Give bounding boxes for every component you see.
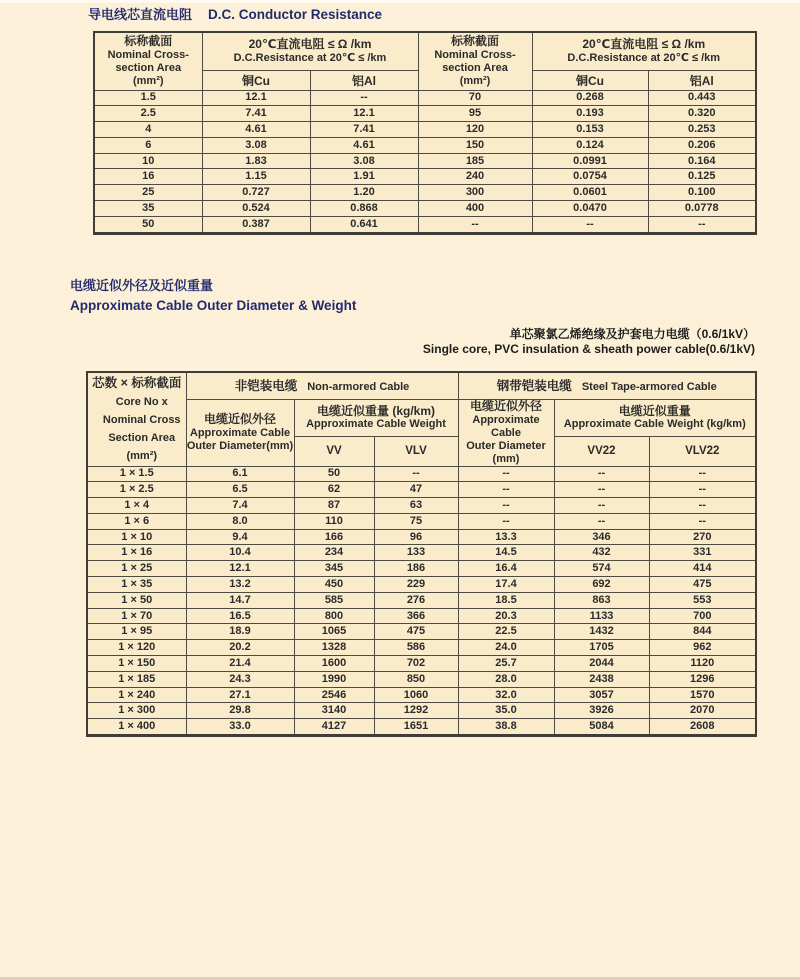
cell: 586 (374, 640, 458, 656)
header-line: 电缆近似外径 (203, 412, 276, 426)
cell: 63 (374, 498, 458, 514)
group-label-zh: 钢带铠装电缆 (496, 379, 572, 393)
cell: 29.8 (186, 703, 294, 719)
cell: 1 × 150 (87, 656, 186, 672)
dc-resistance-table (93, 31, 757, 235)
group-header-dc-resistance-1 (202, 32, 418, 70)
cell: 12.1 (186, 561, 294, 577)
cell: 10.4 (186, 545, 294, 561)
section1-title (88, 4, 382, 23)
cell: 3926 (554, 703, 649, 719)
cell: 20.2 (186, 640, 294, 656)
header-line: (mm²) (132, 74, 164, 87)
table-row (87, 545, 756, 561)
cell: 0.253 (648, 122, 756, 138)
cable-diameter-weight-body (87, 466, 756, 736)
cell: -- (648, 216, 756, 233)
cell: 331 (649, 545, 756, 561)
cell: 432 (554, 545, 649, 561)
cell: -- (649, 482, 756, 498)
table-row (94, 169, 756, 185)
header-line: (mm²) (459, 74, 491, 87)
group-label-zh: 非铠装电缆 (234, 379, 298, 393)
cell: 2546 (294, 687, 374, 703)
cell: 110 (294, 513, 374, 529)
cell: 366 (374, 608, 458, 624)
cell: 1120 (649, 656, 756, 672)
cable-type-note-zh: 单芯聚氯乙烯绝缘及护套电力电缆（0.6/1kV） (509, 327, 755, 341)
col-header-vv: VV (294, 437, 374, 466)
table-row (87, 687, 756, 703)
header-line: Outer Diameter(mm) (186, 439, 294, 452)
page-top-edge (0, 0, 800, 3)
header-line: (mm²) (126, 450, 158, 463)
cell: -- (532, 216, 648, 233)
col-header-copper-2: 铜Cu (532, 70, 648, 90)
header-line: 标称截面 (450, 34, 499, 48)
cell: 4127 (294, 719, 374, 736)
section1-title-en: D.C. Conductor Resistance (208, 7, 383, 22)
table-row (94, 137, 756, 153)
cell: 24.0 (458, 640, 554, 656)
cell: 27.1 (186, 687, 294, 703)
cell: 10 (94, 153, 202, 169)
cell: 962 (649, 640, 756, 656)
table-row (87, 482, 756, 498)
cell: 1 × 70 (87, 608, 186, 624)
table-row (87, 498, 756, 514)
section1-title-zh: 导电线芯直流电阻 (88, 7, 193, 22)
cell: 270 (649, 529, 756, 545)
cell: 0.0778 (648, 201, 756, 217)
cable-diameter-weight-table (86, 371, 757, 737)
cell: 1 × 25 (87, 561, 186, 577)
cell: -- (418, 216, 532, 233)
cell: 1 × 2.5 (87, 482, 186, 498)
col-header-outer-diameter-1 (186, 400, 294, 467)
table-row (87, 671, 756, 687)
section2-title-en: Approximate Cable Outer Diameter & Weight (70, 298, 357, 313)
cell: 0.0470 (532, 201, 648, 217)
cell: 234 (294, 545, 374, 561)
cell: 47 (374, 482, 458, 498)
table-row (87, 577, 756, 593)
header-line: section Area (442, 61, 508, 74)
header-line: 电缆近似外径 (469, 399, 542, 413)
header-line: Nominal Cross- (434, 48, 516, 61)
table-row (87, 561, 756, 577)
header-line: 电缆近似重量 (618, 403, 691, 418)
cell: 0.868 (310, 201, 418, 217)
cell: 186 (374, 561, 458, 577)
cell: 50 (294, 466, 374, 482)
cell: -- (458, 513, 554, 529)
cell: 1.5 (94, 90, 202, 106)
cell: 1 × 1.5 (87, 466, 186, 482)
cell: 70 (418, 90, 532, 106)
cell: 0.125 (648, 169, 756, 185)
cell: 1.20 (310, 185, 418, 201)
cell: 8.0 (186, 513, 294, 529)
cell: -- (649, 513, 756, 529)
cell: 345 (294, 561, 374, 577)
cell: 702 (374, 656, 458, 672)
section2-title-zh: 电缆近似外径及近似重量 (70, 278, 214, 293)
cable-type-note-en: Single core, PVC insulation & sheath power cable(0.6/1kV) (422, 342, 755, 356)
table-row (87, 466, 756, 482)
cable-type-note (423, 327, 755, 357)
cell: 18.9 (186, 624, 294, 640)
cell: 13.3 (458, 529, 554, 545)
group-label-en: Non-armored Cable (307, 381, 410, 393)
cell: 18.5 (458, 592, 554, 608)
cell: 2608 (649, 719, 756, 736)
col-header-vlv22: VLV22 (649, 437, 756, 466)
cell: 120 (418, 122, 532, 138)
cell: 4.61 (310, 137, 418, 153)
table-row (87, 703, 756, 719)
cell: 17.4 (458, 577, 554, 593)
table-row (87, 608, 756, 624)
cell: 1 × 10 (87, 529, 186, 545)
cell: 7.4 (186, 498, 294, 514)
cell: 0.443 (648, 90, 756, 106)
cell: 0.268 (532, 90, 648, 106)
cell: 2438 (554, 671, 649, 687)
table-row (94, 122, 756, 138)
cell: 1292 (374, 703, 458, 719)
cell: 585 (294, 592, 374, 608)
cell: 25 (94, 185, 202, 201)
cell: 35 (94, 201, 202, 217)
cell: 150 (418, 137, 532, 153)
cell: 13.2 (186, 577, 294, 593)
cell: 75 (374, 513, 458, 529)
cell: 32.0 (458, 687, 554, 703)
cell: 96 (374, 529, 458, 545)
cell: 850 (374, 671, 458, 687)
cell: 4.61 (202, 122, 310, 138)
cell: 1.15 (202, 169, 310, 185)
cell: 2.5 (94, 106, 202, 122)
header-line: 20℃直流电阻 ≤ Ω /km (248, 37, 372, 51)
cell: 1 × 16 (87, 545, 186, 561)
cell: 1 × 35 (87, 577, 186, 593)
cell: 24.3 (186, 671, 294, 687)
cell: 844 (649, 624, 756, 640)
cell: 0.206 (648, 137, 756, 153)
col-header-vv22: VV22 (554, 437, 649, 466)
cell: 7.41 (310, 122, 418, 138)
cell: 87 (294, 498, 374, 514)
table-row (94, 106, 756, 122)
header-line: Approximate Cable (472, 413, 540, 439)
header-line: D.C.Resistance at 20℃ ≤ /km (233, 51, 387, 64)
cell: 0.387 (202, 216, 310, 233)
cell: 0.124 (532, 137, 648, 153)
cell: 0.641 (310, 216, 418, 233)
cell: -- (554, 466, 649, 482)
header-line: Nominal Cross- (107, 48, 189, 61)
cell: 1133 (554, 608, 649, 624)
header-line: Approximate Cable (189, 426, 291, 439)
header-row-1 (87, 372, 756, 400)
cell: 0.193 (532, 106, 648, 122)
cell: 1.83 (202, 153, 310, 169)
cell: -- (310, 90, 418, 106)
cell: -- (458, 482, 554, 498)
group-header-non-armored (186, 372, 458, 400)
cell: 1328 (294, 640, 374, 656)
cell: 2044 (554, 656, 649, 672)
cell: 1.91 (310, 169, 418, 185)
group-header-steel-tape-armored (458, 372, 756, 400)
header-row-1 (94, 32, 756, 70)
header-row-2 (87, 400, 756, 437)
cell: 3140 (294, 703, 374, 719)
cell: 5084 (554, 719, 649, 736)
col-header-aluminum-1: 铝Al (310, 70, 418, 90)
cell: 9.4 (186, 529, 294, 545)
col-header-vlv: VLV (374, 437, 458, 466)
table-row (87, 656, 756, 672)
cell: 7.41 (202, 106, 310, 122)
cell: 166 (294, 529, 374, 545)
section2-title (70, 276, 356, 316)
cell: 1570 (649, 687, 756, 703)
table-row (94, 201, 756, 217)
cell: -- (649, 498, 756, 514)
cell: 1600 (294, 656, 374, 672)
cell: 0.0754 (532, 169, 648, 185)
cell: 1990 (294, 671, 374, 687)
cell: 863 (554, 592, 649, 608)
cell: 0.320 (648, 106, 756, 122)
col-header-outer-diameter-2 (458, 400, 554, 467)
cell: 0.0991 (532, 153, 648, 169)
cell: 0.0601 (532, 185, 648, 201)
cell: 1 × 120 (87, 640, 186, 656)
cell: 3.08 (202, 137, 310, 153)
cell: 0.100 (648, 185, 756, 201)
cell: -- (458, 466, 554, 482)
group-header-weight-1 (294, 400, 458, 437)
group-header-dc-resistance-2 (532, 32, 756, 70)
cell: 450 (294, 577, 374, 593)
cell: 38.8 (458, 719, 554, 736)
cell: -- (458, 498, 554, 514)
cell: 574 (554, 561, 649, 577)
cell: 28.0 (458, 671, 554, 687)
cell: 1432 (554, 624, 649, 640)
header-line: 芯数 × 标称截面 (92, 376, 182, 391)
header-line: Outer Diameter (466, 439, 546, 452)
dc-resistance-body (94, 90, 756, 233)
cell: -- (554, 482, 649, 498)
cell: 16 (94, 169, 202, 185)
cell: 1 × 300 (87, 703, 186, 719)
table-row (87, 640, 756, 656)
cell: 95 (418, 106, 532, 122)
header-line: Section Area (108, 432, 176, 445)
table-row (87, 513, 756, 529)
cell: 300 (418, 185, 532, 201)
cell: 1296 (649, 671, 756, 687)
cell: 276 (374, 592, 458, 608)
cell: 1 × 240 (87, 687, 186, 703)
header-line: Approximate Cable Weight (306, 418, 446, 431)
cell: 3.08 (310, 153, 418, 169)
header-line: 20℃直流电阻 ≤ Ω /km (582, 37, 706, 51)
cell: 553 (649, 592, 756, 608)
table-row (87, 529, 756, 545)
header-line: Core No x (115, 396, 168, 409)
cell: 1 × 4 (87, 498, 186, 514)
cell: 12.1 (310, 106, 418, 122)
table-row (94, 153, 756, 169)
cell: 1705 (554, 640, 649, 656)
cell: 6 (94, 137, 202, 153)
col-header-core-area (87, 372, 186, 466)
cell: 22.5 (458, 624, 554, 640)
cell: 133 (374, 545, 458, 561)
cell: 700 (649, 608, 756, 624)
header-line: Nominal Cross (102, 414, 181, 427)
cell: 1 × 6 (87, 513, 186, 529)
header-line: D.C.Resistance at 20℃ ≤ /km (567, 51, 721, 64)
cell: 1060 (374, 687, 458, 703)
cell: 35.0 (458, 703, 554, 719)
cell: 1 × 185 (87, 671, 186, 687)
table-row (94, 216, 756, 233)
cell: -- (649, 466, 756, 482)
group-header-weight-2 (554, 400, 756, 437)
group-label-en: Steel Tape-armored Cable (581, 381, 717, 393)
cell: 1 × 95 (87, 624, 186, 640)
header-line: 标称截面 (124, 34, 173, 48)
col-header-nominal-area-1 (94, 32, 202, 90)
table-row (94, 185, 756, 201)
header-line: 电缆近似重量 (kg/km) (316, 403, 435, 418)
table-row (87, 592, 756, 608)
cell: 6.5 (186, 482, 294, 498)
cell: 6.1 (186, 466, 294, 482)
cell: 800 (294, 608, 374, 624)
cell: 1065 (294, 624, 374, 640)
cell: 50 (94, 216, 202, 233)
cell: 16.4 (458, 561, 554, 577)
cell: 185 (418, 153, 532, 169)
cell: 25.7 (458, 656, 554, 672)
cell: 346 (554, 529, 649, 545)
cell: 14.5 (458, 545, 554, 561)
cell: 2070 (649, 703, 756, 719)
cell: 12.1 (202, 90, 310, 106)
cell: 4 (94, 122, 202, 138)
cell: 21.4 (186, 656, 294, 672)
header-line: section Area (115, 61, 182, 74)
cell: 0.524 (202, 201, 310, 217)
cell: -- (554, 498, 649, 514)
header-line: Approximate Cable Weight (kg/km) (563, 418, 746, 431)
cell: 229 (374, 577, 458, 593)
cell: 414 (649, 561, 756, 577)
col-header-nominal-area-2 (418, 32, 532, 90)
cell: 475 (649, 577, 756, 593)
cell: 33.0 (186, 719, 294, 736)
cell: -- (554, 513, 649, 529)
header-line: (mm) (492, 452, 520, 465)
cell: 475 (374, 624, 458, 640)
cell: 3057 (554, 687, 649, 703)
cell: 20.3 (458, 608, 554, 624)
cell: 16.5 (186, 608, 294, 624)
cell: 0.153 (532, 122, 648, 138)
cell: 14.7 (186, 592, 294, 608)
cell: 692 (554, 577, 649, 593)
cell: 240 (418, 169, 532, 185)
cell: 400 (418, 201, 532, 217)
cell: 1651 (374, 719, 458, 736)
cell: 0.164 (648, 153, 756, 169)
col-header-copper-1: 铜Cu (202, 70, 310, 90)
table-row (94, 90, 756, 106)
cell: 1 × 50 (87, 592, 186, 608)
table-row (87, 624, 756, 640)
cell: 62 (294, 482, 374, 498)
table-row (87, 719, 756, 736)
cell: 0.727 (202, 185, 310, 201)
col-header-aluminum-2: 铝Al (648, 70, 756, 90)
cell: 1 × 400 (87, 719, 186, 736)
cell: -- (374, 466, 458, 482)
